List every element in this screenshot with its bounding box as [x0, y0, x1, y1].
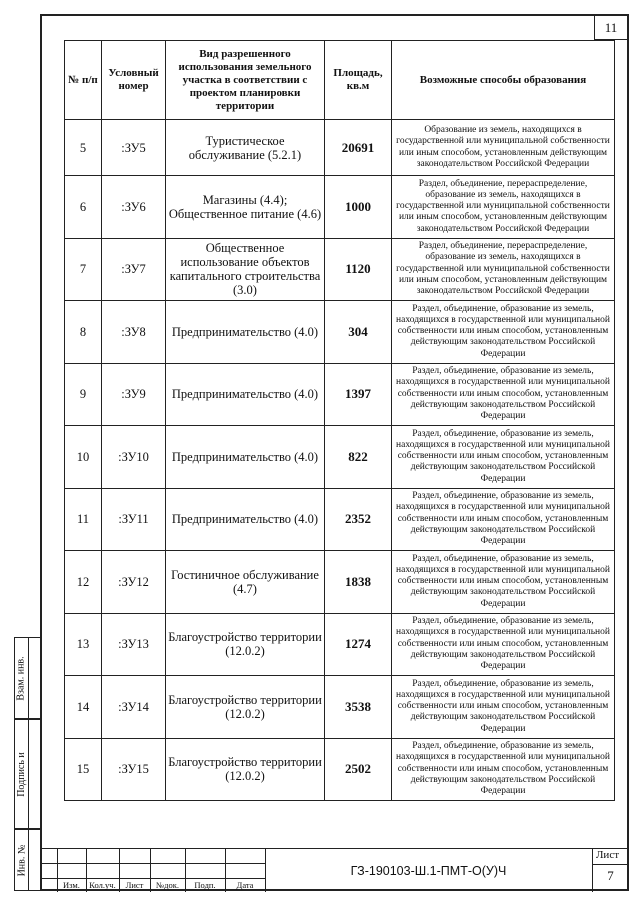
- side-label-vzam: Взам. инв.: [16, 655, 27, 701]
- table-row: [65, 426, 615, 489]
- table-row: [65, 363, 615, 426]
- cell-area: 20691: [325, 120, 392, 176]
- cell-area: 1274: [325, 613, 392, 676]
- cell-use: Туристическое обслуживание (5.2.1): [166, 120, 325, 176]
- cell-area: 2352: [325, 488, 392, 551]
- cell-methods: Раздел, объединение, образование из земель, находящихся в государственной или муниципальной собственности или иным способом, установленным действующим законодательством Российской Федерации: [392, 363, 615, 426]
- cell-code: :ЗУ11: [102, 488, 166, 551]
- cell-code: :ЗУ15: [102, 738, 166, 801]
- cell-num: 14: [65, 676, 102, 739]
- table-row: [65, 238, 615, 301]
- cell-code: :ЗУ6: [102, 176, 166, 239]
- table-row: [65, 120, 615, 176]
- cell-num: 12: [65, 551, 102, 614]
- cell-methods: Раздел, объединение, образование из земель, находящихся в государственной или муниципальной собственности или иным способом, установленным действующим законодательством Российской Федерации: [392, 676, 615, 739]
- cell-num: 6: [65, 176, 102, 239]
- caption-data: Дата: [236, 880, 254, 890]
- header-area: Площадь, кв.м: [325, 41, 392, 120]
- cell-area: 822: [325, 426, 392, 489]
- sheet-label: Лист: [595, 849, 620, 861]
- cell-use: Благоустройство территории (12.0.2): [166, 613, 325, 676]
- cell-code: :ЗУ14: [102, 676, 166, 739]
- document-code: ГЗ-190103-Ш.1-ПМТ-О(У)Ч: [350, 863, 507, 878]
- cell-num: 15: [65, 738, 102, 801]
- cell-code: :ЗУ9: [102, 363, 166, 426]
- cell-code: :ЗУ5: [102, 120, 166, 176]
- side-stamp-vzam: [14, 637, 40, 719]
- cell-area: 1397: [325, 363, 392, 426]
- cell-code: :ЗУ7: [102, 238, 166, 301]
- caption-kol-uch: Кол.уч.: [89, 880, 116, 890]
- cell-num: 5: [65, 120, 102, 176]
- table-row: [65, 176, 615, 239]
- table-row: [65, 738, 615, 801]
- cell-code: :ЗУ13: [102, 613, 166, 676]
- cell-num: 13: [65, 613, 102, 676]
- cell-methods: Раздел, объединение, перераспределение, образование из земель, находящихся в государственной или муниципальной собственности или иным способом, установленным действующим законодательством Российской Федерации: [392, 238, 615, 301]
- cell-use: Предпринимательство (4.0): [166, 426, 325, 489]
- cell-methods: Раздел, объединение, образование из земель, находящихся в государственной или муниципальной собственности или иным способом, установленным действующим законодательством Российской Федерации: [392, 488, 615, 551]
- cell-use: Благоустройство территории (12.0.2): [166, 738, 325, 801]
- cell-methods: Образование из земель, находящихся в государственной или муниципальной собственности или иным способом, установленным действующим законодательством Российской Федерации: [392, 120, 615, 176]
- table-row: [65, 301, 615, 364]
- header-num: № п/п: [65, 41, 102, 120]
- cell-code: :ЗУ8: [102, 301, 166, 364]
- table-row: [65, 488, 615, 551]
- cell-area: 1120: [325, 238, 392, 301]
- side-stamp-inv: [14, 829, 40, 891]
- cell-methods: Раздел, объединение, образование из земель, находящихся в государственной или муниципальной собственности или иным способом, установленным действующим законодательством Российской Федерации: [392, 301, 615, 364]
- side-label-podpis: Подпись и: [16, 751, 28, 797]
- header-code: Условный номер: [102, 41, 166, 120]
- cell-use: Благоустройство территории (12.0.2): [166, 676, 325, 739]
- cell-methods: Раздел, объединение, образование из земель, находящихся в государственной или муниципальной собственности или иным способом, установленным действующим законодательством Российской Федерации: [392, 738, 615, 801]
- cell-area: 1838: [325, 551, 392, 614]
- cell-use: Предпринимательство (4.0): [166, 488, 325, 551]
- cell-num: 8: [65, 301, 102, 364]
- side-label-inv: Инв. №: [16, 844, 27, 876]
- caption-list: Лист: [125, 880, 144, 890]
- cell-methods: Раздел, объединение, перераспределение, образование из земель, находящихся в государственной или муниципальной собственности или иным способом, установленным действующим законодательством Российской Федерации: [392, 176, 615, 239]
- cell-num: 10: [65, 426, 102, 489]
- cell-use: Магазины (4.4); Общественное питание (4.6): [166, 176, 325, 239]
- cell-num: 9: [65, 363, 102, 426]
- cell-use: Предпринимательство (4.0): [166, 301, 325, 364]
- cell-num: 11: [65, 488, 102, 551]
- cell-methods: Раздел, объединение, образование из земель, находящихся в государственной или муниципальной собственности или иным способом, установленным действующим законодательством Российской Федерации: [392, 613, 615, 676]
- cell-use: Гостиничное обслуживание (4.7): [166, 551, 325, 614]
- cell-use: Предпринимательство (4.0): [166, 363, 325, 426]
- page-number-top: 11: [594, 16, 627, 40]
- caption-izm: Изм.: [63, 880, 80, 890]
- header-methods: Возможные способы образования: [392, 41, 615, 120]
- caption-podp: Подп.: [194, 880, 216, 890]
- table-header-row: [65, 41, 615, 120]
- header-use: Вид разрешенного использования земельного участка в соответствии с проектом планировки территории: [166, 41, 325, 120]
- caption-ndok: №док.: [156, 880, 179, 890]
- cell-num: 7: [65, 238, 102, 301]
- table-row: [65, 613, 615, 676]
- cell-area: 304: [325, 301, 392, 364]
- cell-use: Общественное использование объектов капитального строительства (3.0): [166, 238, 325, 301]
- cell-area: 1000: [325, 176, 392, 239]
- title-block: [40, 848, 629, 891]
- cell-methods: Раздел, объединение, образование из земель, находящихся в государственной или муниципальной собственности или иным способом, установленным действующим законодательством Российской Федерации: [392, 426, 615, 489]
- cell-methods: Раздел, объединение, образование из земель, находящихся в государственной или муниципальной собственности или иным способом, установленным действующим законодательством Российской Федерации: [392, 551, 615, 614]
- cell-code: :ЗУ12: [102, 551, 166, 614]
- table-row: [65, 551, 615, 614]
- table-row: [65, 676, 615, 739]
- land-plots-table: [64, 40, 615, 801]
- cell-code: :ЗУ10: [102, 426, 166, 489]
- sheet-number: 7: [607, 868, 614, 883]
- side-stamp-podpis: [14, 719, 40, 829]
- cell-area: 3538: [325, 676, 392, 739]
- cell-area: 2502: [325, 738, 392, 801]
- table-body: [65, 120, 615, 801]
